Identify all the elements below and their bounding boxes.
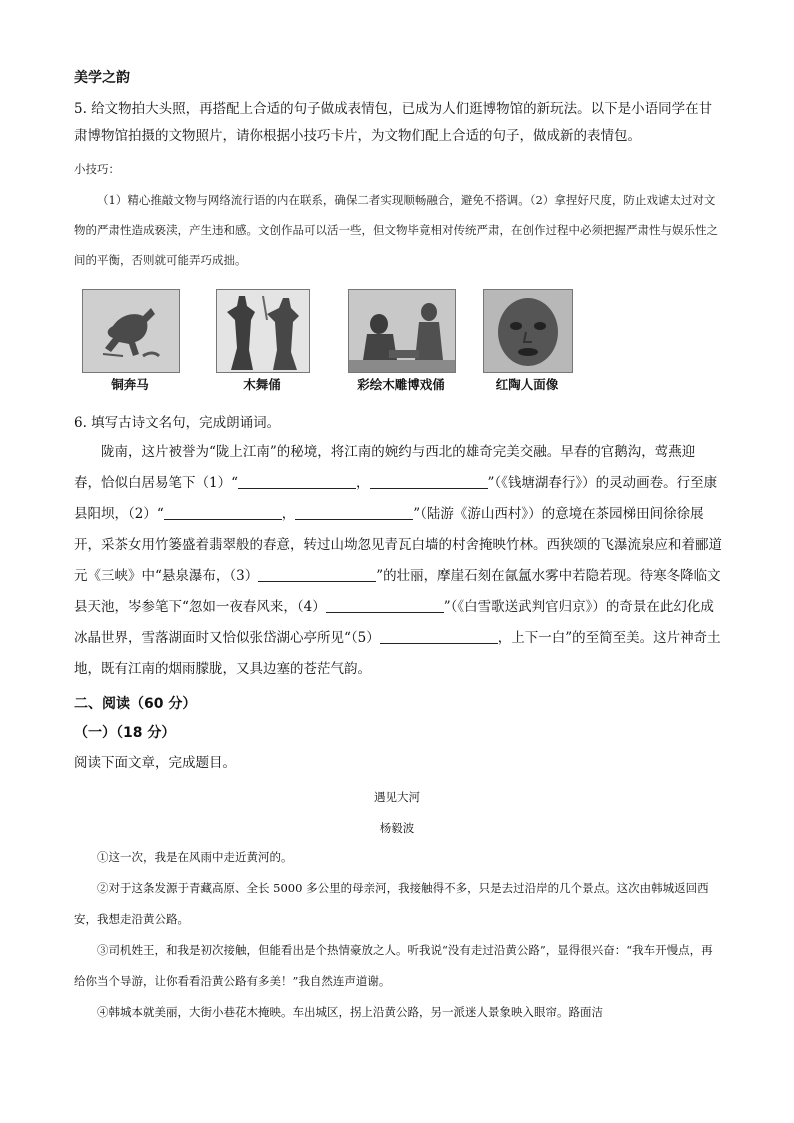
passage-text: ”（《白雪歌送武判官归京》）的奇景在此幻化成冰晶世界，雪落湖面时又恰似张岱湖心亭所见“（5）	[74, 599, 714, 646]
question-6-prompt: 6. 填写古诗文名句，完成朗诵词。	[74, 415, 281, 431]
game-player-figurines-icon	[348, 289, 456, 373]
question-6-passage	[74, 437, 722, 685]
answer-blank-2b[interactable]	[295, 504, 413, 520]
tip-label: 小技巧：	[74, 162, 120, 176]
horse-statue-icon	[82, 289, 180, 373]
article-author: 杨毅波	[379, 821, 415, 835]
passage-text: ，	[356, 475, 370, 491]
clay-face-icon	[483, 289, 573, 373]
passage-text: 陇南，这片被誉为“陇上江南”的秘境，将江南的婉约与西北的雄奇完美交融。早春的官鹅沟，莺燕迎春，恰似白居易笔下（1）“	[74, 444, 696, 491]
article-paragraph: ③司机姓王，和我是初次接触，但能看出是个热情豪放之人。听我说“没有走过沿黄公路”，显得很兴奋：“我车开慢点，再给你当个导游，让你看看沿黄公路有多美！”我自然连声道谢。	[74, 943, 713, 988]
artifact-caption: 彩绘木雕博戏俑	[357, 377, 445, 392]
artifact-caption: 铜奔马	[111, 377, 149, 392]
artifact-caption: 木舞俑	[243, 377, 281, 392]
answer-blank-2a[interactable]	[164, 504, 282, 520]
answer-blank-3[interactable]	[258, 566, 376, 582]
passage-text: ，上下一白”的至简至美。这片神奇土地，既有江南的烟雨朦胧，又具边塞的苍茫气韵。	[74, 630, 721, 677]
article-paragraph: ①这一次，我是在风雨中走近黄河的。	[97, 850, 293, 864]
artifact-photo-row	[0, 289, 794, 399]
article-paragraph: ④韩城本就美丽，大街小巷花木掩映。车出城区，拐上沿黄公路，另一派迷人景象映入眼帘。路面洁	[97, 1005, 603, 1019]
answer-blank-1a[interactable]	[238, 473, 356, 489]
question-5-text: 5. 给文物拍大头照，再搭配上合适的句子做成表情包，已成为人们逛博物馆的新玩法。以下是小语同学在甘肃博物馆拍摄的文物照片，请你根据小技巧卡片，为文物们配上合适的句子，做成新的表情包。	[74, 101, 713, 144]
answer-blank-1b[interactable]	[370, 473, 488, 489]
passage-text: ”的壮丽，摩崖石刻在氤氲水雾中若隐若现。待寒冬降临文县天池，岑参笔下“忽如一夜春风来，（4）	[74, 568, 721, 615]
part-2-subheading: （一）（18 分）	[74, 725, 176, 741]
article-body	[74, 842, 722, 1028]
reading-instruction: 阅读下面文章，完成题目。	[74, 755, 236, 771]
dancer-figurines-icon	[216, 289, 310, 373]
passage-text: ”（《钱塘湖春行》）的灵动画卷。行至康县阳坝，（2）“	[74, 475, 718, 522]
artifact-caption: 红陶人面像	[495, 377, 559, 392]
answer-blank-4[interactable]	[326, 597, 444, 613]
answer-blank-5[interactable]	[380, 628, 498, 644]
section-title: 美学之韵	[74, 70, 130, 86]
tip-text: （1）精心推敲文物与网络流行语的内在联系，确保二者实现顺畅融合，避免不搭调。（2）拿捏好尺度，防止戏谑太过对文物的严肃性造成亵渎，产生违和感。文创作品可以活一些，但文物毕竟相对传统严肃，在创作过程中必须把握严肃性与娱乐性之间的平衡，否则就可能弄巧成拙。	[74, 193, 718, 267]
passage-text: ”（陆游《游山西村》）的意境在茶园梯田间徐徐展开，采茶女用竹篓盛着翡翠般的春意，转过山坳忽见青瓦白墙的村舍掩映竹林。西狭颂的飞瀑流泉应和着郦道元《三峡》中“悬泉瀑布，（3）	[74, 506, 722, 584]
article-title: 遇见大河	[374, 790, 420, 804]
part-2-heading: 二、阅读（60 分）	[74, 696, 197, 712]
article-paragraph: ②对于这条发源于青藏高原、全长 5000 多公里的母亲河，我接触得不多，只是去过沿岸的几个景点。这次由韩城返回西安，我想走沿黄公路。	[74, 881, 709, 926]
passage-text: ，	[281, 506, 296, 522]
